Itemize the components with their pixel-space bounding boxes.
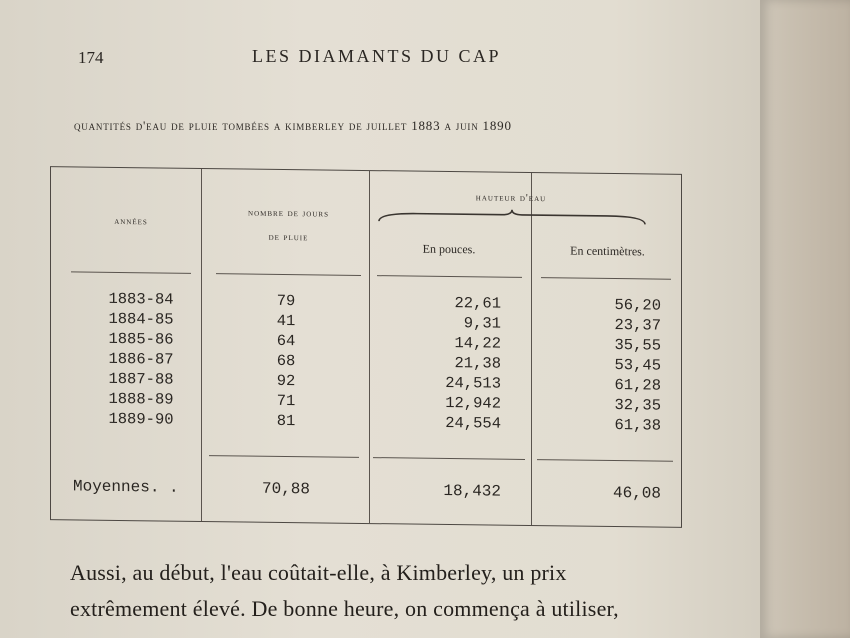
header-years: années bbox=[114, 215, 148, 228]
averages-row bbox=[51, 477, 681, 507]
cell-year: 1889-90 bbox=[108, 409, 174, 429]
total-rule bbox=[209, 455, 359, 458]
body-line: Aussi, au début, l'eau coûtait-elle, à Kimberley, un prix bbox=[70, 560, 567, 585]
table-body bbox=[51, 289, 681, 435]
cell-cm: 35,55 bbox=[614, 336, 661, 355]
cell-days: 41 bbox=[276, 311, 296, 331]
adjacent-page-edge bbox=[760, 0, 850, 638]
cell-days: 81 bbox=[276, 411, 296, 431]
header-height: hauteur d'eau bbox=[475, 192, 547, 205]
cell-pouces: 14,22 bbox=[454, 334, 501, 353]
header-rule bbox=[71, 271, 191, 273]
header-days: nombre de jours bbox=[248, 207, 329, 220]
cell-pouces: 12,942 bbox=[445, 393, 501, 413]
cell-pouces: 21,38 bbox=[454, 354, 501, 373]
cell-days: 71 bbox=[276, 391, 296, 411]
rainfall-table bbox=[50, 166, 682, 528]
averages-label: Moyennes. . bbox=[73, 477, 179, 497]
header-days-line2: de pluie bbox=[268, 231, 309, 244]
header-rule bbox=[216, 273, 361, 276]
total-rule bbox=[537, 459, 673, 462]
cell-pouces: 9,31 bbox=[463, 314, 501, 333]
body-line: extrêmement élevé. De bonne heure, on commença à utiliser, bbox=[70, 596, 619, 621]
averages-cm: 46,08 bbox=[612, 484, 661, 503]
cell-year: 1886-87 bbox=[108, 349, 174, 369]
header-cm: En centimètres. bbox=[570, 243, 645, 259]
brace-icon bbox=[377, 207, 647, 226]
cell-cm: 32,35 bbox=[614, 396, 661, 415]
cell-year: 1885-86 bbox=[108, 329, 174, 349]
header-rule bbox=[377, 275, 522, 278]
cell-days: 79 bbox=[276, 291, 296, 311]
cell-cm: 61,38 bbox=[614, 416, 661, 435]
cell-cm: 53,45 bbox=[614, 356, 661, 375]
cell-cm: 23,37 bbox=[614, 316, 661, 335]
averages-pouces: 18,432 bbox=[443, 481, 501, 501]
cell-days: 64 bbox=[276, 331, 296, 351]
header-rule bbox=[541, 277, 671, 280]
cell-pouces: 24,554 bbox=[445, 413, 501, 433]
running-head: LES DIAMANTS DU CAP bbox=[252, 46, 502, 66]
cell-pouces: 24,513 bbox=[445, 373, 501, 393]
cell-cm: 56,20 bbox=[614, 296, 661, 315]
averages-days: 70,88 bbox=[261, 479, 310, 499]
page-header bbox=[0, 44, 760, 74]
cell-days: 68 bbox=[276, 351, 296, 371]
cell-year: 1884-85 bbox=[108, 309, 174, 329]
header-pouces: En pouces. bbox=[422, 241, 476, 257]
cell-year: 1888-89 bbox=[108, 389, 174, 409]
cell-pouces: 22,61 bbox=[454, 294, 501, 313]
total-rule bbox=[373, 457, 525, 460]
page-number: 174 bbox=[78, 48, 104, 67]
table-caption: quantités d'eau de pluie tombées a kimberley de juillet 1883 a juin 1890 bbox=[74, 118, 512, 133]
cell-days: 92 bbox=[276, 371, 296, 391]
cell-year: 1887-88 bbox=[108, 369, 174, 389]
cell-year: 1883-84 bbox=[108, 289, 174, 309]
cell-cm: 61,28 bbox=[614, 376, 661, 395]
